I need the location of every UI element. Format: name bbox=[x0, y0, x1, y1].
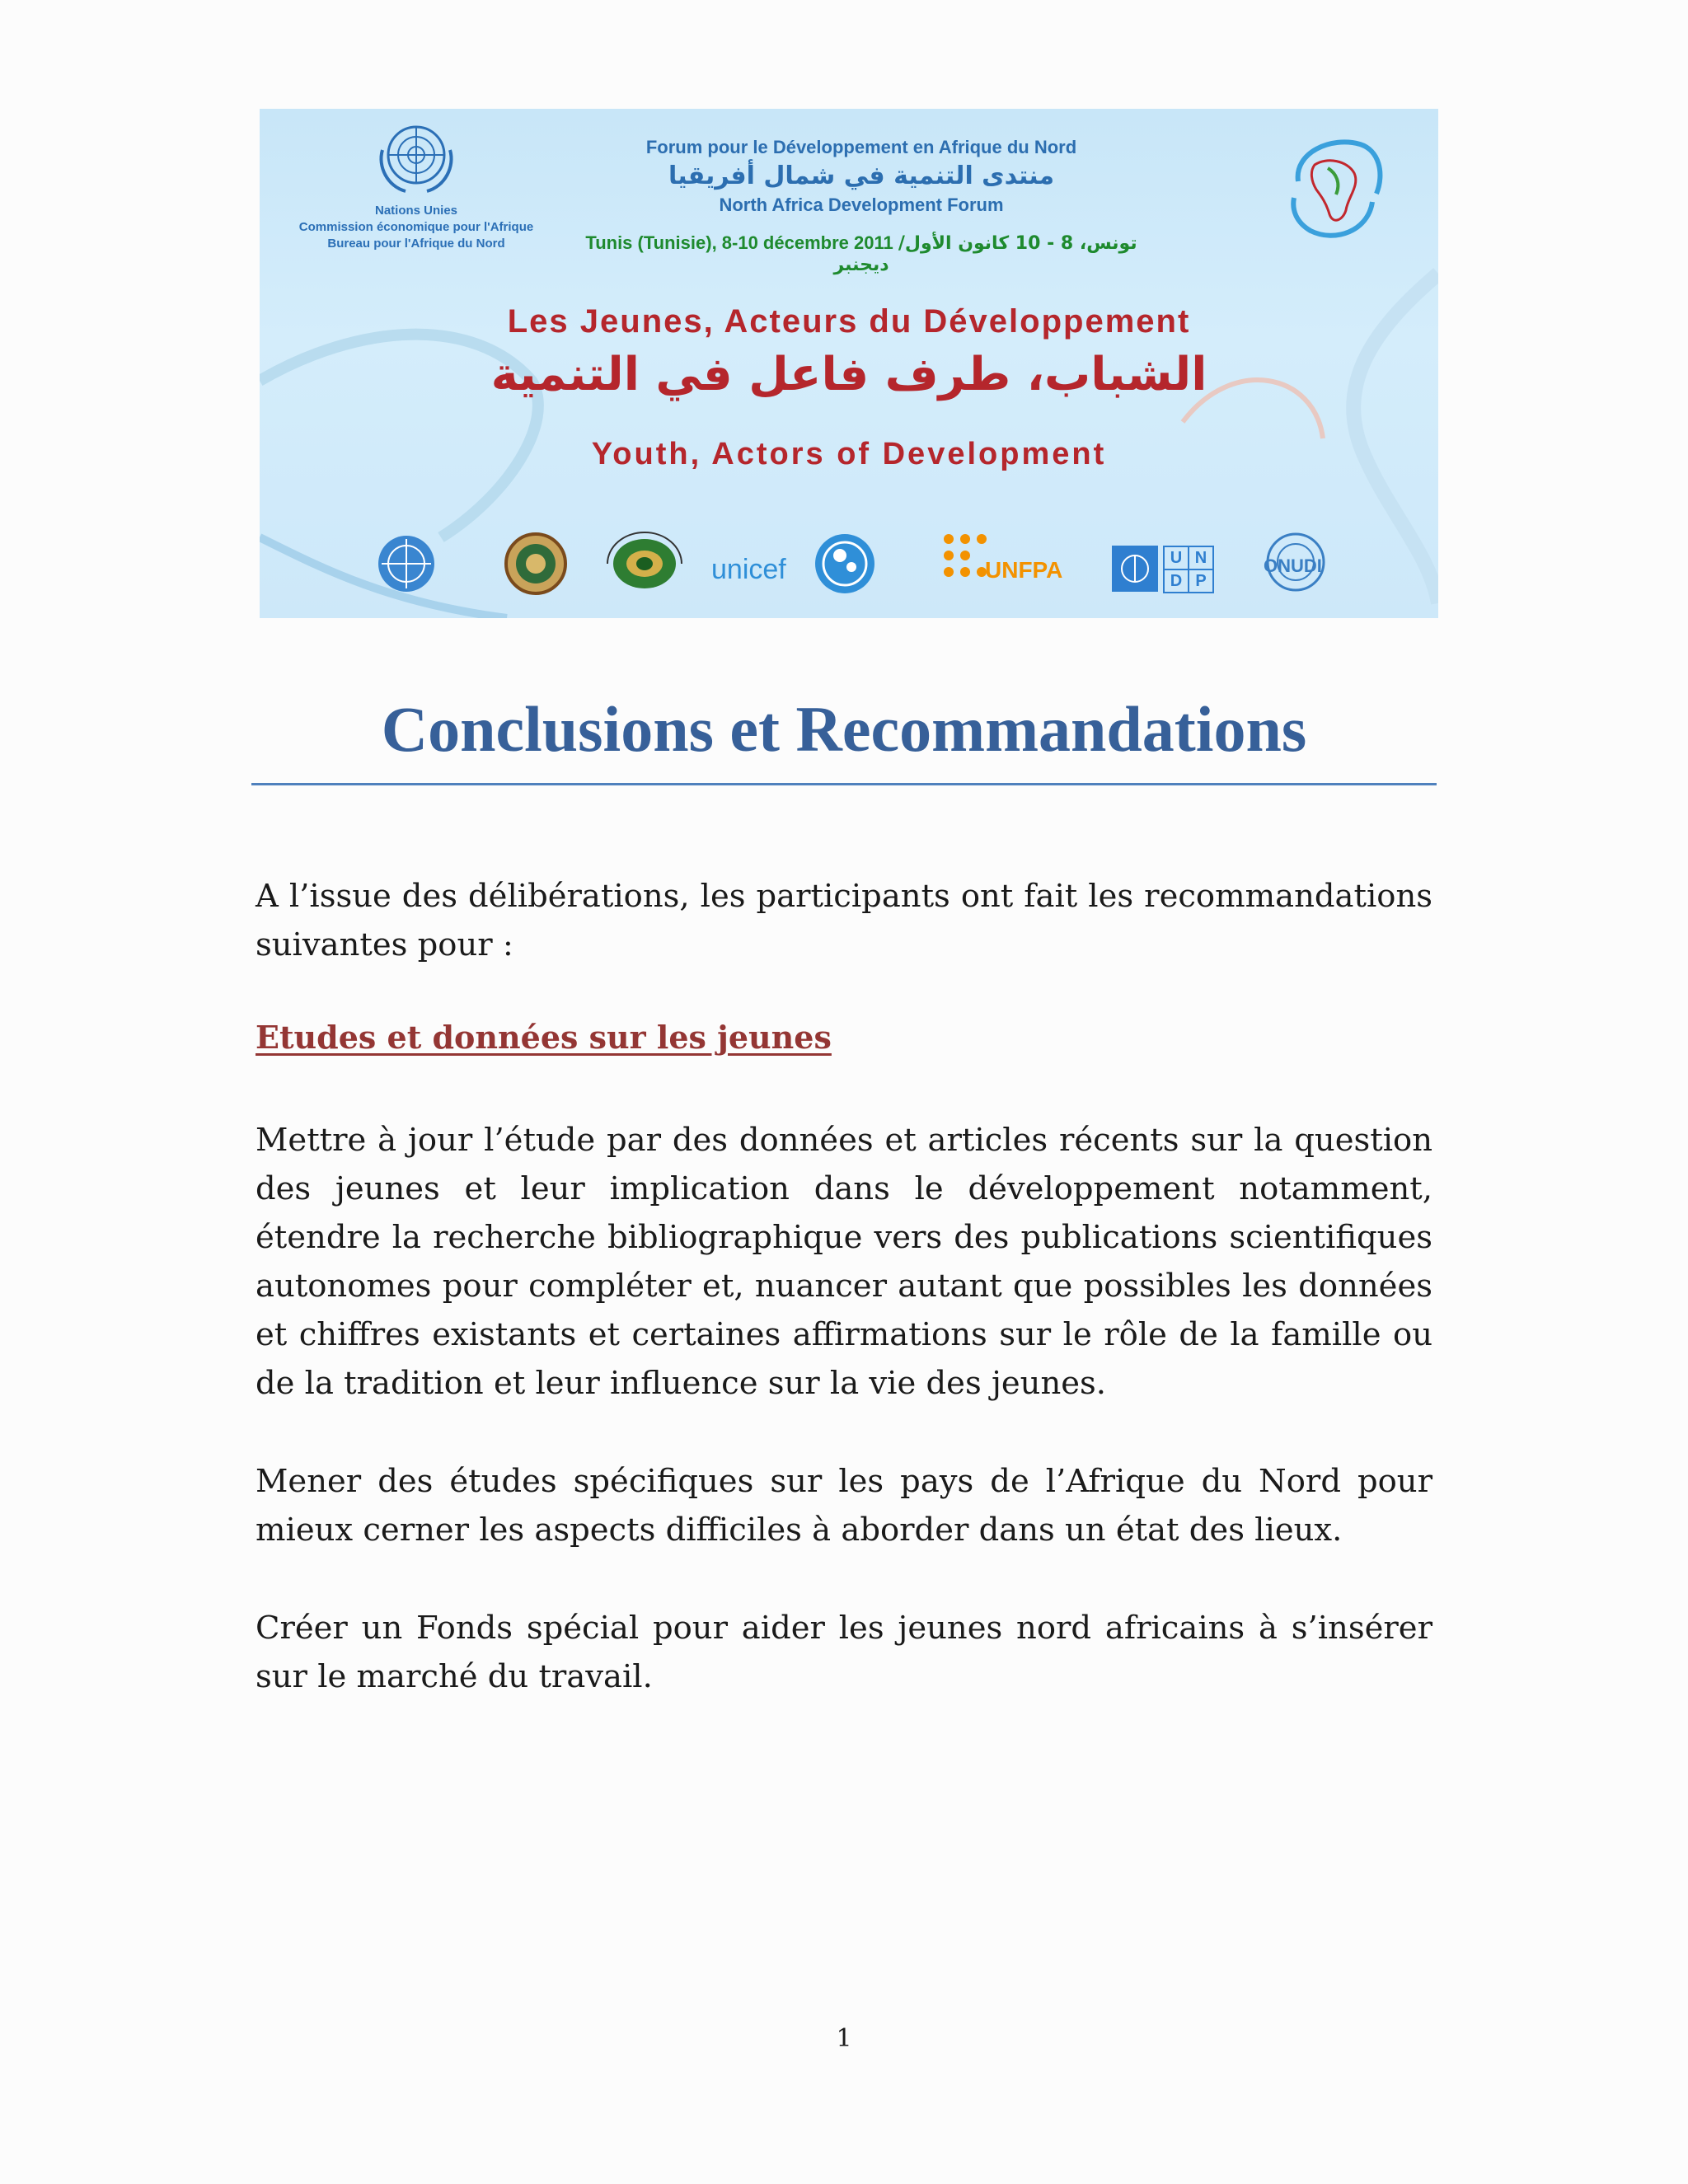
theme-title-ar: الشباب، طرف فاعل في التنمية bbox=[490, 348, 1207, 401]
page-title: Conclusions et Recommandations bbox=[381, 693, 1307, 765]
venue-dates bbox=[565, 232, 1158, 275]
theme-title-en: Youth, Actors of Development bbox=[591, 437, 1107, 471]
un-line-1: Nations Unies bbox=[374, 204, 458, 218]
forum-name-fr: Forum pour le Développement en Afrique du Nord bbox=[645, 137, 1077, 157]
forum-banner bbox=[260, 109, 1438, 618]
venue-ar: تونس، 8 - 10 كانون الأول/ ديجنبر bbox=[833, 233, 1137, 275]
isesco-logo-icon bbox=[599, 527, 690, 603]
partner-logos bbox=[260, 521, 1438, 603]
recommendation-paragraph-3: Créer un Fonds spécial pour aider les jeunes nord africains à s’insérer sur le marché du travail. bbox=[256, 1610, 1432, 1695]
theme-title-fr: Les Jeunes, Acteurs du Développement bbox=[507, 303, 1191, 340]
page-number: 1 bbox=[836, 2024, 852, 2053]
section-heading: Etudes et données sur les jeunes bbox=[256, 1019, 832, 1056]
undp-letter: D bbox=[1163, 569, 1189, 593]
recommendation-paragraph-1: Mettre à jour l’étude par des données et articles récents sur la question des jeunes et leur implication dans le développement notamment, étendre la recherche bibliographique vers des publications scientifiques autonomes pour compléter et, nuancer autant que possibles les données et chiffres existants et certaines affirmations sur le rôle de la famille ou de la tradition et leur influence sur la vie des jeunes. bbox=[256, 1122, 1432, 1402]
unfpa-dots-icon bbox=[940, 527, 990, 585]
arab-league-logo-icon bbox=[499, 527, 573, 602]
undp-letter: U bbox=[1163, 546, 1189, 570]
undp-emblem-icon bbox=[1112, 546, 1158, 592]
unfpa-label: UNFPA bbox=[985, 557, 1063, 583]
undp-letters bbox=[1163, 546, 1255, 592]
intro-paragraph: A l’issue des délibérations, les participants ont fait les recommandations suivantes pour : bbox=[256, 878, 1432, 963]
unicef-label: unicef bbox=[711, 554, 786, 585]
undp-letter: P bbox=[1188, 569, 1214, 593]
un-eca-block bbox=[276, 117, 556, 252]
forum-name-en: North Africa Development Forum bbox=[719, 194, 1004, 215]
onudi-label: ONUDI bbox=[1264, 555, 1322, 576]
un-line-3: Bureau pour l'Afrique du Nord bbox=[327, 237, 505, 251]
un-line-2: Commission économique pour l'Afrique bbox=[298, 220, 534, 234]
title-underline-rule bbox=[251, 783, 1437, 785]
venue-fr: Tunis (Tunisie), 8-10 décembre 2011 bbox=[585, 232, 893, 253]
undp-letter: N bbox=[1188, 546, 1214, 570]
forum-name-ar: منتدى التنمية في شمال أفريقيا bbox=[668, 162, 1055, 190]
recommendation-paragraph-2: Mener des études spécifiques sur les pays de l’Afrique du Nord pour mieux cerner les aspects difficiles à aborder dans un état des lieux. bbox=[256, 1463, 1432, 1549]
africa-forum-logo bbox=[1282, 132, 1389, 247]
un-logo-icon bbox=[367, 527, 446, 602]
un-emblem-icon bbox=[371, 117, 462, 196]
unicef-emblem-icon bbox=[804, 527, 886, 602]
